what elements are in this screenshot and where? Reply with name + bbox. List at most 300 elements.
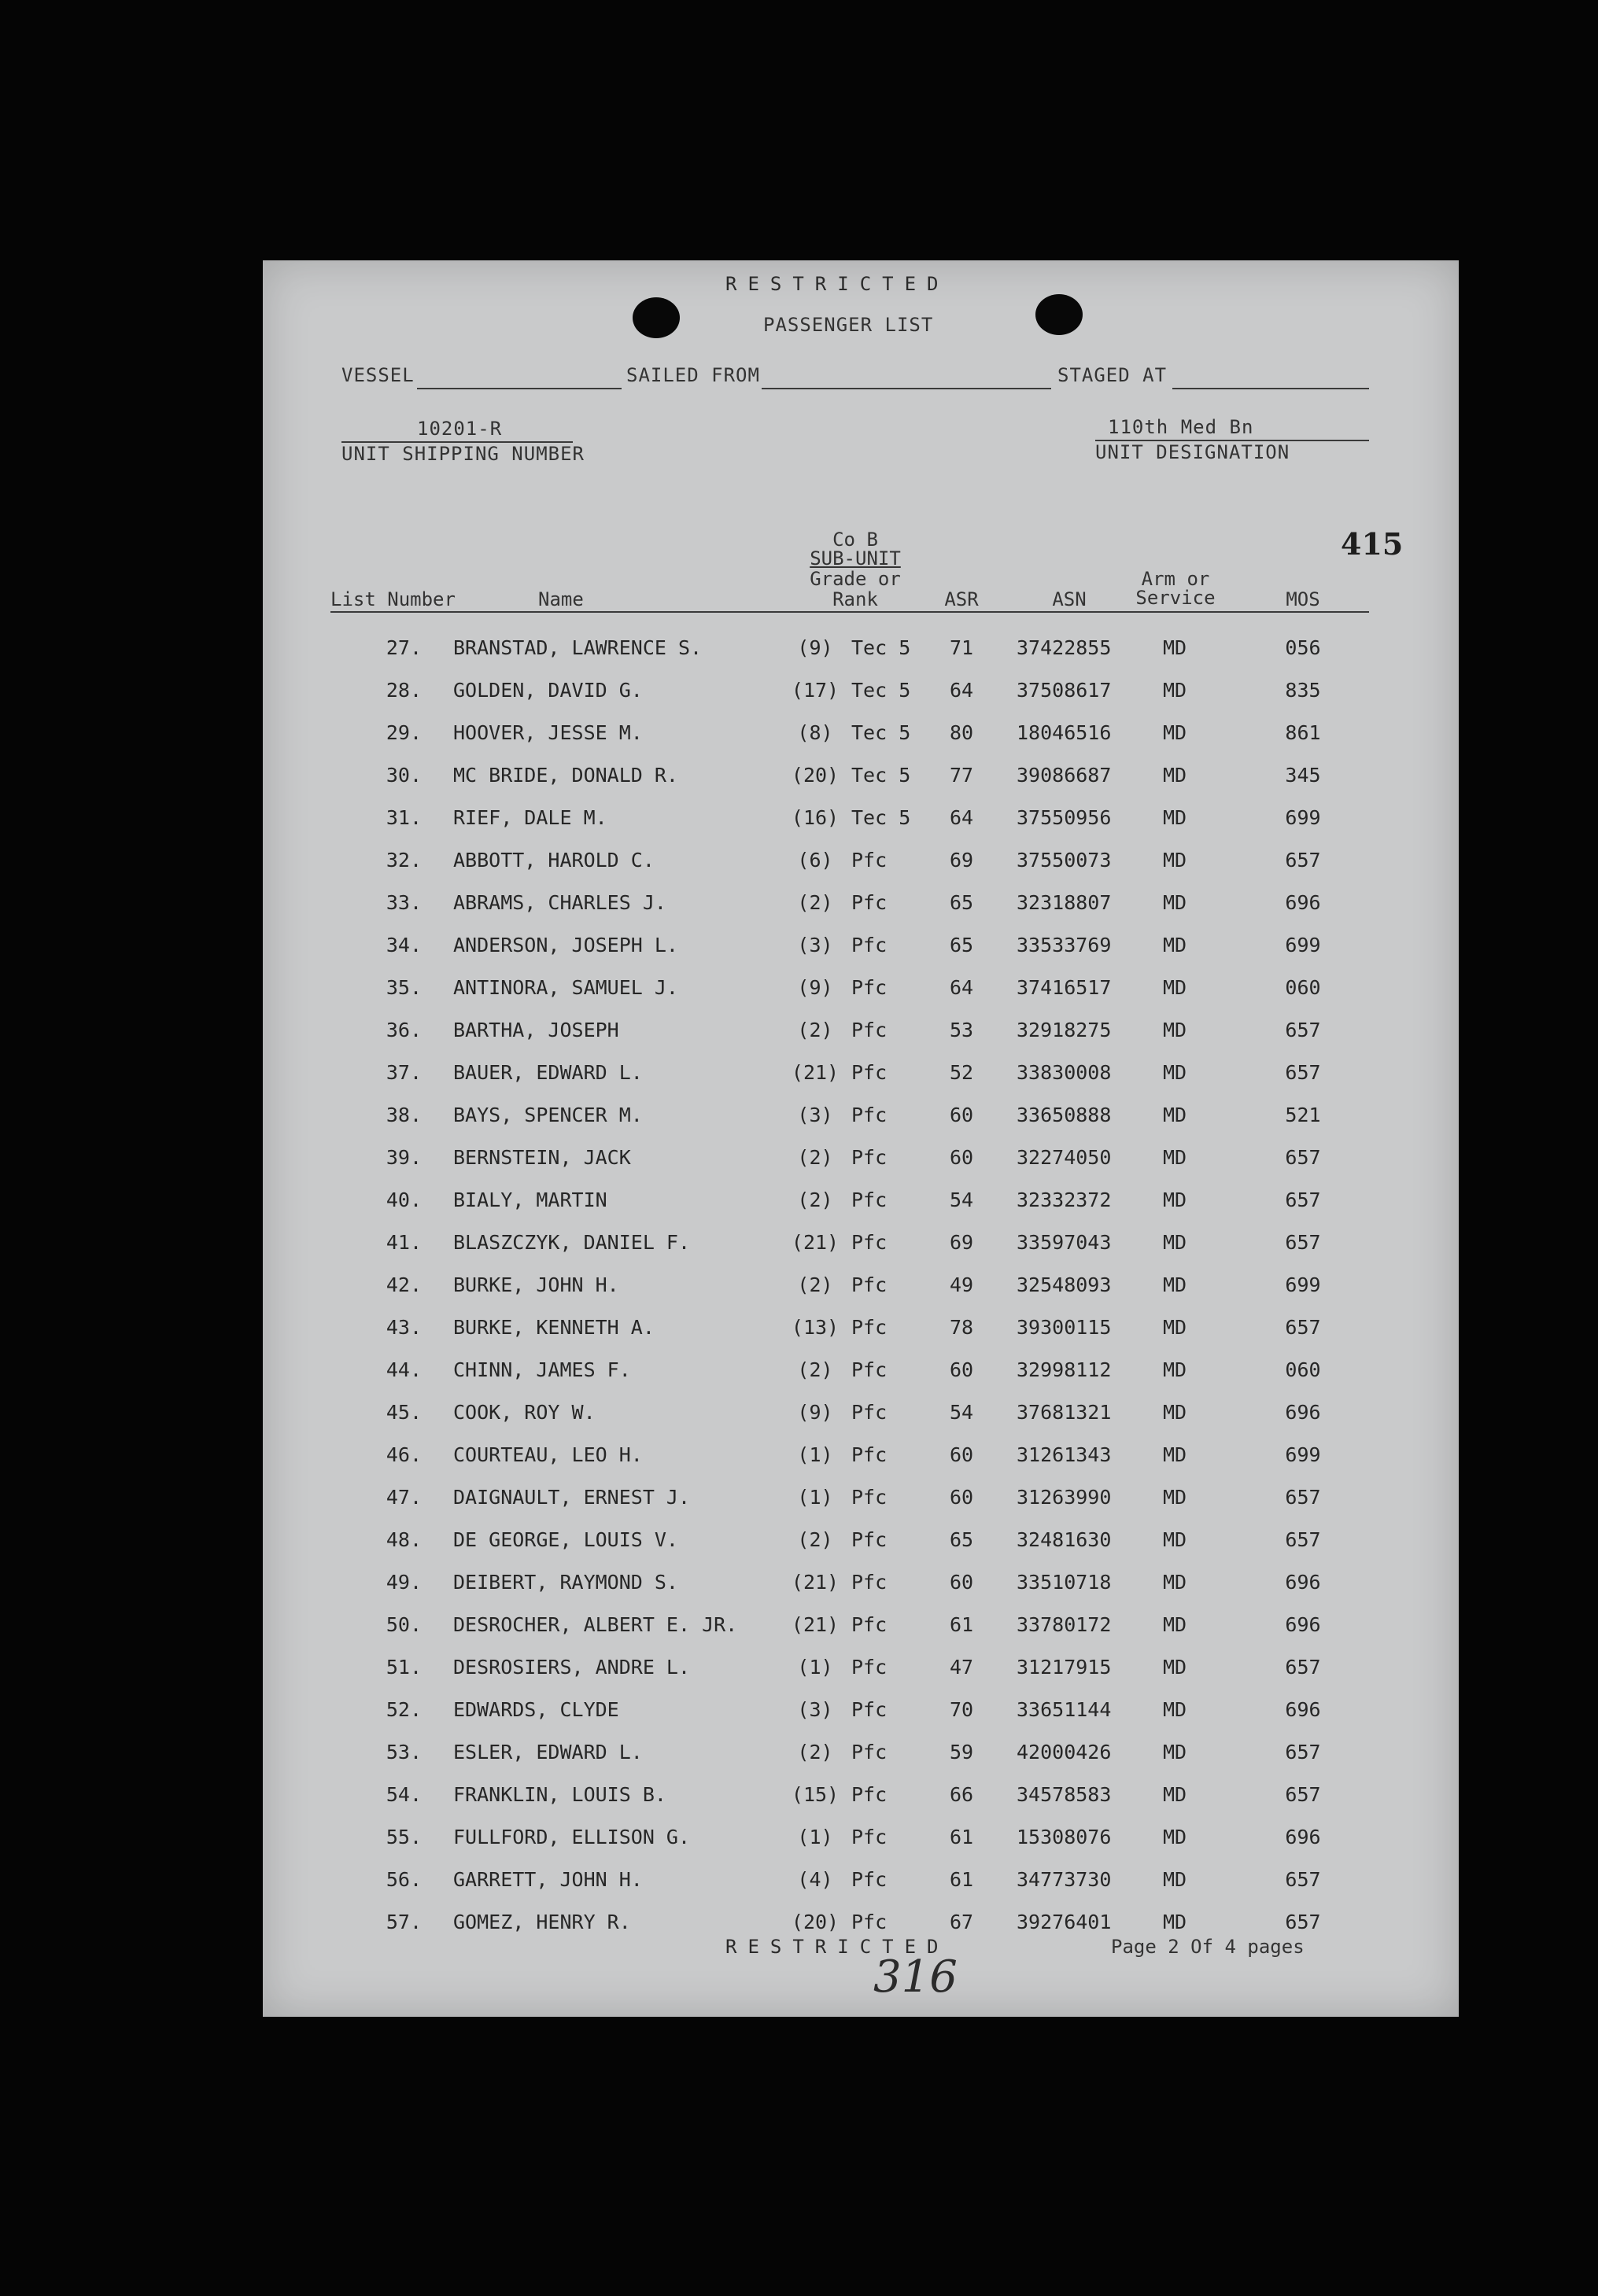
name-cell: GARRETT, JOHN H. [453,1868,643,1891]
asn-cell: 32998112 [1017,1358,1112,1381]
grade-cell: Tec 5 [851,806,911,829]
sub-unit-cell: (9) [797,976,833,999]
mos-cell: 696 [1285,1826,1321,1848]
mos-cell: 345 [1285,764,1321,787]
grade-cell: Pfc [851,1104,888,1126]
grade-cell: Pfc [851,1741,888,1763]
list-number-cell: 28. [386,679,422,702]
table-row [263,1561,1459,1604]
asr-cell: 53 [949,1019,974,1041]
unit-designation-label: UNIT DESIGNATION [1095,441,1290,463]
asr-cell: 71 [949,636,974,659]
grade-cell: Pfc [851,1189,888,1211]
arm-cell: MD [1162,721,1187,744]
asn-cell: 31217915 [1017,1656,1112,1679]
arm-cell: MD [1162,1401,1187,1424]
mos-cell: 696 [1285,1613,1321,1636]
sub-unit-cell: (21) [791,1613,840,1636]
table-row [263,1476,1459,1519]
list-number-cell: 46. [386,1443,422,1466]
grade-cell: Pfc [851,1826,888,1848]
sub-unit-cell: (1) [797,1656,833,1679]
mos-cell: 696 [1285,1401,1321,1424]
asr-cell: 60 [949,1358,974,1381]
mos-cell: 699 [1285,1273,1321,1296]
mos-header: MOS [1286,588,1320,610]
asn-cell: 33830008 [1017,1061,1112,1084]
table-row [263,1391,1459,1434]
grade-cell: Pfc [851,1486,888,1509]
sub-unit-cell: (8) [797,721,833,744]
arm-cell: MD [1162,1741,1187,1763]
asn-cell: 33597043 [1017,1231,1112,1254]
sub-unit-cell: (3) [797,934,833,956]
mos-cell: 657 [1285,1528,1321,1551]
asr-cell: 61 [949,1826,974,1848]
table-row [263,1179,1459,1222]
asr-cell: 64 [949,976,974,999]
sailed-from-label: SAILED FROM [626,364,760,386]
name-cell: MC BRIDE, DONALD R. [453,764,678,787]
table-row [263,1816,1459,1859]
table-row [263,1137,1459,1179]
grade-cell: Pfc [851,891,888,914]
sailed-from-field-line [762,388,1051,389]
document-page [263,260,1459,2017]
arm-cell: MD [1162,1189,1187,1211]
page-stamp-number: 415 [1341,526,1404,562]
arm-cell: MD [1162,1826,1187,1848]
list-number-cell: 36. [386,1019,422,1041]
mos-cell: 657 [1285,1231,1321,1254]
asn-cell: 32918275 [1017,1019,1112,1041]
name-cell: ANTINORA, SAMUEL J. [453,976,678,999]
asn-cell: 42000426 [1017,1741,1112,1763]
name-cell: BERNSTEIN, JACK [453,1146,631,1169]
list-number-cell: 44. [386,1358,422,1381]
arm-cell: MD [1162,1486,1187,1509]
name-cell: GOLDEN, DAVID G. [453,679,643,702]
grade-cell: Pfc [851,976,888,999]
mos-cell: 060 [1285,976,1321,999]
sub-unit-cell: (3) [797,1698,833,1721]
name-cell: BAYS, SPENCER M. [453,1104,643,1126]
table-row [263,1434,1459,1476]
table-row [263,627,1459,669]
arm-cell: MD [1162,1783,1187,1806]
sub-unit-cell: (2) [797,1019,833,1041]
table-row [263,1859,1459,1901]
mos-cell: 657 [1285,1316,1321,1339]
asr-cell: 60 [949,1443,974,1466]
list-number-cell: 49. [386,1571,422,1594]
list-number-cell: 39. [386,1146,422,1169]
sub-unit-cell: (2) [797,1189,833,1211]
mos-cell: 696 [1285,1571,1321,1594]
name-cell: FRANKLIN, LOUIS B. [453,1783,666,1806]
sub-unit-cell: (1) [797,1443,833,1466]
asn-cell: 32481630 [1017,1528,1112,1551]
arm-cell: MD [1162,1443,1187,1466]
arm-cell: MD [1162,976,1187,999]
sub-unit-cell: (2) [797,1146,833,1169]
grade-cell: Pfc [851,1146,888,1169]
list-number-cell: 43. [386,1316,422,1339]
table-row [263,754,1459,797]
mos-cell: 699 [1285,1443,1321,1466]
name-cell: DESROSIERS, ANDRE L. [453,1656,691,1679]
name-cell: ESLER, EDWARD L. [453,1741,643,1763]
name-cell: BIALY, MARTIN [453,1189,607,1211]
grade-cell: Pfc [851,1911,888,1933]
asn-cell: 18046516 [1017,721,1112,744]
table-row [263,924,1459,967]
grade-header-line1: Grade or [810,568,901,590]
arm-cell: MD [1162,1146,1187,1169]
asn-cell: 33651144 [1017,1698,1112,1721]
list-number-cell: 31. [386,806,422,829]
name-cell: CHINN, JAMES F. [453,1358,631,1381]
asr-cell: 65 [949,1528,974,1551]
mos-cell: 699 [1285,934,1321,956]
arm-cell: MD [1162,1231,1187,1254]
name-cell: DEIBERT, RAYMOND S. [453,1571,678,1594]
arm-header-line1: Arm or [1141,568,1210,590]
table-row [263,1094,1459,1137]
table-row [263,967,1459,1009]
arm-cell: MD [1162,1528,1187,1551]
asn-cell: 33533769 [1017,934,1112,956]
list-number-cell: 38. [386,1104,422,1126]
asr-cell: 52 [949,1061,974,1084]
table-row [263,1774,1459,1816]
mos-cell: 657 [1285,1656,1321,1679]
asr-cell: 54 [949,1189,974,1211]
table-row [263,1052,1459,1094]
mos-cell: 657 [1285,1486,1321,1509]
column-header-rule [330,611,1369,613]
sub-unit-cell: (21) [791,1231,840,1254]
asr-cell: 70 [949,1698,974,1721]
name-cell: GOMEZ, HENRY R. [453,1911,631,1933]
asn-cell: 34578583 [1017,1783,1112,1806]
mos-cell: 060 [1285,1358,1321,1381]
asr-cell: 69 [949,1231,974,1254]
sub-unit-label: SUB-UNIT [810,547,901,569]
asn-cell: 37508617 [1017,679,1112,702]
asn-cell: 33780172 [1017,1613,1112,1636]
grade-cell: Pfc [851,1443,888,1466]
unit-shipping-number-label: UNIT SHIPPING NUMBER [341,443,585,465]
staged-at-label: STAGED AT [1057,364,1168,386]
page-title: PASSENGER LIST [763,314,934,336]
name-cell: RIEF, DALE M. [453,806,607,829]
name-cell: BURKE, JOHN H. [453,1273,619,1296]
mos-cell: 835 [1285,679,1321,702]
sub-unit-cell: (13) [791,1316,840,1339]
mos-cell: 657 [1285,1868,1321,1891]
mos-cell: 657 [1285,1146,1321,1169]
grade-cell: Tec 5 [851,764,911,787]
name-cell: EDWARDS, CLYDE [453,1698,619,1721]
page-info: Page 2 Of 4 pages [1111,1936,1305,1958]
list-number-header: List Number [330,588,456,610]
handwritten-page-number: 316 [873,1951,958,2003]
asn-cell: 39086687 [1017,764,1112,787]
sub-unit-cell: (2) [797,1358,833,1381]
table-row [263,882,1459,924]
list-number-cell: 37. [386,1061,422,1084]
punch-hole-left [633,297,680,338]
grade-cell: Pfc [851,1401,888,1424]
asn-cell: 31261343 [1017,1443,1112,1466]
punch-hole-right [1035,294,1083,335]
asr-cell: 65 [949,891,974,914]
list-number-cell: 41. [386,1231,422,1254]
grade-header-line2: Rank [832,588,878,610]
asr-cell: 64 [949,806,974,829]
list-number-cell: 48. [386,1528,422,1551]
list-number-cell: 52. [386,1698,422,1721]
asr-cell: 64 [949,679,974,702]
mos-cell: 657 [1285,1019,1321,1041]
grade-cell: Pfc [851,1698,888,1721]
list-number-cell: 45. [386,1401,422,1424]
unit-designation-value: 110th Med Bn [1108,416,1254,438]
asn-cell: 15308076 [1017,1826,1112,1848]
grade-cell: Pfc [851,934,888,956]
name-cell: ANDERSON, JOSEPH L. [453,934,678,956]
name-cell: COURTEAU, LEO H. [453,1443,643,1466]
name-cell: BRANSTAD, LAWRENCE S. [453,636,703,659]
sub-unit-cell: (2) [797,1528,833,1551]
arm-cell: MD [1162,1358,1187,1381]
asr-cell: 61 [949,1613,974,1636]
arm-cell: MD [1162,1698,1187,1721]
arm-cell: MD [1162,1571,1187,1594]
list-number-cell: 32. [386,849,422,872]
sub-unit-cell: (20) [791,1911,840,1933]
grade-cell: Pfc [851,1783,888,1806]
vessel-field-line [417,388,622,389]
sub-unit-cell: (21) [791,1061,840,1084]
arm-cell: MD [1162,849,1187,872]
arm-cell: MD [1162,1273,1187,1296]
asn-cell: 34773730 [1017,1868,1112,1891]
table-row [263,1689,1459,1731]
name-cell: FULLFORD, ELLISON G. [453,1826,691,1848]
arm-cell: MD [1162,1613,1187,1636]
grade-cell: Pfc [851,1019,888,1041]
asr-cell: 80 [949,721,974,744]
sub-unit-cell: (1) [797,1826,833,1848]
sub-unit-cell: (2) [797,1741,833,1763]
grade-cell: Pfc [851,1358,888,1381]
asr-cell: 47 [949,1656,974,1679]
asn-cell: 32274050 [1017,1146,1112,1169]
grade-cell: Pfc [851,1571,888,1594]
asn-cell: 37422855 [1017,636,1112,659]
table-row [263,1009,1459,1052]
name-cell: BAUER, EDWARD L. [453,1061,643,1084]
name-cell: BURKE, KENNETH A. [453,1316,655,1339]
asn-cell: 37681321 [1017,1401,1112,1424]
asr-cell: 77 [949,764,974,787]
sub-unit-cell: (20) [791,764,840,787]
name-cell: DESROCHER, ALBERT E. JR. [453,1613,738,1636]
asr-cell: 54 [949,1401,974,1424]
grade-cell: Tec 5 [851,679,911,702]
sub-unit-cell: (9) [797,1401,833,1424]
grade-cell: Pfc [851,1656,888,1679]
asr-cell: 61 [949,1868,974,1891]
grade-cell: Pfc [851,1868,888,1891]
asn-cell: 32318807 [1017,891,1112,914]
asn-cell: 37550956 [1017,806,1112,829]
mos-cell: 696 [1285,1698,1321,1721]
asn-header: ASN [1052,588,1087,610]
list-number-cell: 42. [386,1273,422,1296]
list-number-cell: 33. [386,891,422,914]
unit-shipping-number-value: 10201-R [417,418,503,440]
grade-cell: Tec 5 [851,721,911,744]
staged-at-field-line [1172,388,1369,389]
asr-cell: 60 [949,1146,974,1169]
mos-cell: 657 [1285,1189,1321,1211]
asn-cell: 32332372 [1017,1189,1112,1211]
asr-cell: 49 [949,1273,974,1296]
sub-unit-value: Co B [832,529,878,551]
asn-cell: 37550073 [1017,849,1112,872]
table-row [263,839,1459,882]
name-cell: BLASZCZYK, DANIEL F. [453,1231,691,1254]
arm-cell: MD [1162,1061,1187,1084]
grade-cell: Pfc [851,1613,888,1636]
asn-cell: 32548093 [1017,1273,1112,1296]
name-cell: ABBOTT, HAROLD C. [453,849,655,872]
arm-cell: MD [1162,1868,1187,1891]
asr-cell: 69 [949,849,974,872]
list-number-cell: 55. [386,1826,422,1848]
asr-cell: 78 [949,1316,974,1339]
list-number-cell: 47. [386,1486,422,1509]
arm-header-line2: Service [1135,587,1216,609]
sub-unit-cell: (21) [791,1571,840,1594]
table-row [263,1264,1459,1306]
grade-cell: Pfc [851,1231,888,1254]
table-row [263,1349,1459,1391]
list-number-cell: 40. [386,1189,422,1211]
asn-cell: 37416517 [1017,976,1112,999]
grade-cell: Pfc [851,1273,888,1296]
list-number-cell: 50. [386,1613,422,1636]
list-number-cell: 29. [386,721,422,744]
sub-unit-cell: (17) [791,679,840,702]
table-row [263,712,1459,754]
sub-unit-cell: (2) [797,1273,833,1296]
table-row [263,1306,1459,1349]
asr-header: ASR [944,588,979,610]
asn-cell: 31263990 [1017,1486,1112,1509]
asn-cell: 33650888 [1017,1104,1112,1126]
grade-cell: Pfc [851,1061,888,1084]
mos-cell: 657 [1285,1911,1321,1933]
arm-cell: MD [1162,806,1187,829]
list-number-cell: 54. [386,1783,422,1806]
arm-cell: MD [1162,1316,1187,1339]
asn-cell: 33510718 [1017,1571,1112,1594]
table-row [263,1731,1459,1774]
name-cell: DAIGNAULT, ERNEST J. [453,1486,691,1509]
sub-unit-cell: (6) [797,849,833,872]
arm-cell: MD [1162,934,1187,956]
arm-cell: MD [1162,1911,1187,1933]
table-row [263,1646,1459,1689]
table-row [263,1604,1459,1646]
grade-cell: Tec 5 [851,636,911,659]
sub-unit-cell: (16) [791,806,840,829]
name-cell: COOK, ROY W. [453,1401,596,1424]
list-number-cell: 27. [386,636,422,659]
grade-cell: Pfc [851,1528,888,1551]
arm-cell: MD [1162,764,1187,787]
mos-cell: 657 [1285,1061,1321,1084]
name-cell: DE GEORGE, LOUIS V. [453,1528,678,1551]
name-cell: HOOVER, JESSE M. [453,721,643,744]
list-number-cell: 35. [386,976,422,999]
arm-cell: MD [1162,891,1187,914]
name-cell: ABRAMS, CHARLES J. [453,891,666,914]
table-row [263,797,1459,839]
asn-cell: 39300115 [1017,1316,1112,1339]
arm-cell: MD [1162,1019,1187,1041]
list-number-cell: 51. [386,1656,422,1679]
sub-unit-cell: (15) [791,1783,840,1806]
asr-cell: 67 [949,1911,974,1933]
mos-cell: 657 [1285,849,1321,872]
table-row [263,1519,1459,1561]
asn-cell: 39276401 [1017,1911,1112,1933]
asr-cell: 59 [949,1741,974,1763]
list-number-cell: 30. [386,764,422,787]
arm-cell: MD [1162,636,1187,659]
sub-unit-cell: (1) [797,1486,833,1509]
grade-cell: Pfc [851,849,888,872]
mos-cell: 056 [1285,636,1321,659]
arm-cell: MD [1162,1104,1187,1126]
vessel-label: VESSEL [341,364,415,386]
asr-cell: 60 [949,1571,974,1594]
asr-cell: 66 [949,1783,974,1806]
name-header: Name [538,588,584,610]
arm-cell: MD [1162,679,1187,702]
arm-cell: MD [1162,1656,1187,1679]
mos-cell: 657 [1285,1741,1321,1763]
asr-cell: 60 [949,1486,974,1509]
list-number-cell: 34. [386,934,422,956]
asr-cell: 65 [949,934,974,956]
mos-cell: 521 [1285,1104,1321,1126]
mos-cell: 657 [1285,1783,1321,1806]
table-row [263,1222,1459,1264]
grade-cell: Pfc [851,1316,888,1339]
name-cell: BARTHA, JOSEPH [453,1019,619,1041]
sub-unit-cell: (3) [797,1104,833,1126]
list-number-cell: 53. [386,1741,422,1763]
restricted-header: RESTRICTED [725,273,950,295]
restricted-footer: RESTRICTED [725,1936,950,1958]
list-number-cell: 57. [386,1911,422,1933]
